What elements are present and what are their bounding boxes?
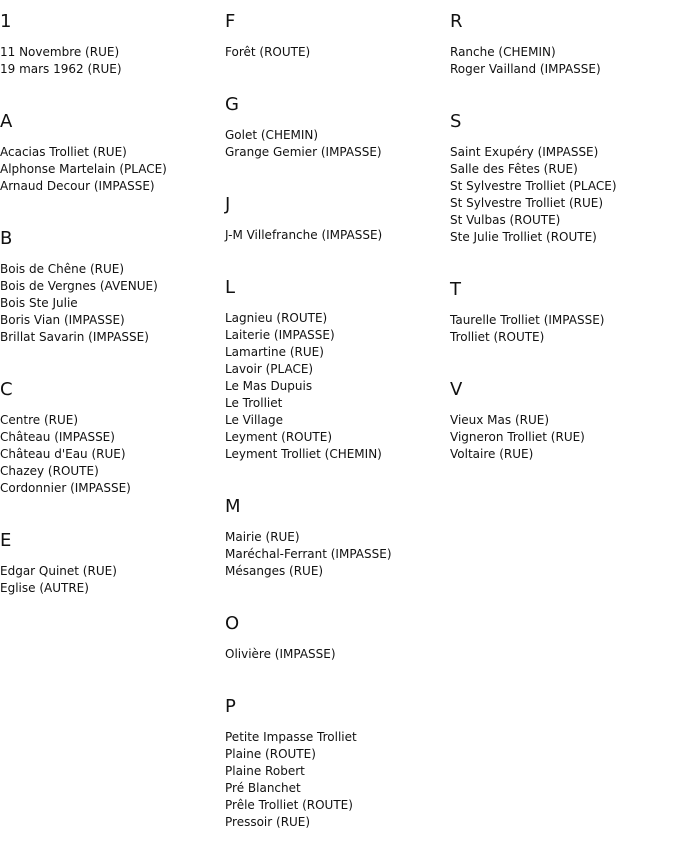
letter-heading: O: [225, 613, 240, 634]
street-item: Cordonnier (IMPASSE): [0, 481, 131, 495]
street-item: Petite Impasse Trolliet: [225, 730, 357, 744]
letter-group: [225, 95, 392, 183]
letter-group: [225, 12, 392, 83]
letter-group: [225, 497, 392, 602]
street-list: [450, 312, 617, 346]
group-spacer: [450, 78, 617, 100]
street-item: Vieux Mas (RUE): [450, 413, 550, 427]
street-item: Le Mas Dupuis: [225, 379, 313, 393]
letter-group: [0, 380, 167, 519]
street-item: Laiterie (IMPASSE): [225, 328, 335, 342]
street-item: Ste Julie Trolliet (ROUTE): [450, 230, 597, 244]
group-spacer: [225, 580, 392, 602]
street-item: 11 Novembre (RUE): [0, 45, 120, 59]
group-spacer: [450, 463, 617, 485]
street-item: Plaine (ROUTE): [225, 747, 316, 761]
street-item: Olivière (IMPASSE): [225, 647, 336, 661]
street-item: Bois de Vergnes (AVENUE): [0, 279, 158, 293]
street-list: [0, 563, 167, 597]
street-item: St Sylvestre Trolliet (PLACE): [450, 179, 617, 193]
letter-heading: T: [450, 279, 461, 300]
group-spacer: [0, 497, 167, 519]
letter-group: [450, 380, 617, 485]
group-spacer: [450, 246, 617, 268]
street-list: [225, 729, 392, 831]
street-item: Leyment (ROUTE): [225, 430, 332, 444]
letter-heading: F: [225, 11, 236, 32]
street-item: Lavoir (PLACE): [225, 362, 314, 376]
street-list: [225, 529, 392, 580]
column-3: [450, 0, 617, 485]
letter-heading: 1: [0, 11, 12, 32]
group-spacer: [225, 663, 392, 685]
group-spacer: [0, 346, 167, 368]
letter-heading: G: [225, 94, 239, 115]
street-item: Trolliet (ROUTE): [450, 330, 545, 344]
street-item: Voltaire (RUE): [450, 447, 534, 461]
street-item: Bois de Chêne (RUE): [0, 262, 125, 276]
street-item: Château (IMPASSE): [0, 430, 115, 444]
letter-heading: E: [0, 530, 12, 551]
street-item: Roger Vailland (IMPASSE): [450, 62, 601, 76]
street-item: Château d'Eau (RUE): [0, 447, 126, 461]
letter-group: [0, 12, 167, 100]
letter-group: [225, 195, 392, 266]
street-item: Mairie (RUE): [225, 530, 300, 544]
group-spacer: [0, 597, 167, 619]
street-list: [450, 412, 617, 463]
street-item: 19 mars 1962 (RUE): [0, 62, 122, 76]
letter-group: [0, 112, 167, 217]
street-list: [225, 44, 392, 61]
street-item: Leyment Trolliet (CHEMIN): [225, 447, 382, 461]
street-item: Brillat Savarin (IMPASSE): [0, 330, 149, 344]
street-item: St Vulbas (ROUTE): [450, 213, 561, 227]
street-item: J-M Villefranche (IMPASSE): [225, 228, 383, 242]
street-list: [450, 144, 617, 246]
street-item: Le Trolliet: [225, 396, 283, 410]
group-spacer: [225, 831, 392, 853]
street-list: [0, 144, 167, 195]
letter-heading: R: [450, 11, 463, 32]
street-item: Lagnieu (ROUTE): [225, 311, 328, 325]
letter-heading: J: [225, 194, 231, 215]
letter-heading: B: [0, 228, 13, 249]
street-list: [0, 412, 167, 497]
column-1: [0, 0, 167, 619]
letter-group: [225, 278, 392, 485]
group-spacer: [225, 244, 392, 266]
letter-group: [225, 697, 392, 853]
letter-heading: C: [0, 379, 13, 400]
letter-heading: A: [0, 111, 13, 132]
letter-heading: M: [225, 496, 241, 517]
street-item: Plaine Robert: [225, 764, 305, 778]
street-item: Alphonse Martelain (PLACE): [0, 162, 167, 176]
street-item: Boris Vian (IMPASSE): [0, 313, 125, 327]
letter-group: [0, 229, 167, 368]
group-spacer: [0, 195, 167, 217]
letter-group: [450, 280, 617, 368]
group-spacer: [225, 61, 392, 83]
street-list: [0, 44, 167, 78]
letter-group: [450, 12, 617, 100]
street-item: Maréchal-Ferrant (IMPASSE): [225, 547, 392, 561]
street-item: Taurelle Trolliet (IMPASSE): [450, 313, 605, 327]
street-item: Grange Gemier (IMPASSE): [225, 145, 382, 159]
street-item: Vigneron Trolliet (RUE): [450, 430, 585, 444]
column-2: [225, 0, 392, 853]
street-item: St Sylvestre Trolliet (RUE): [450, 196, 604, 210]
letter-group: [450, 112, 617, 268]
letter-heading: P: [225, 696, 236, 717]
street-list: [225, 646, 392, 663]
street-item: Mésanges (RUE): [225, 564, 324, 578]
group-spacer: [450, 346, 617, 368]
letter-group: [0, 531, 167, 619]
street-item: Chazey (ROUTE): [0, 464, 99, 478]
street-item: Edgar Quinet (RUE): [0, 564, 117, 578]
street-item: Acacias Trolliet (RUE): [0, 145, 127, 159]
street-item: Saint Exupéry (IMPASSE): [450, 145, 599, 159]
group-spacer: [225, 161, 392, 183]
street-item: Forêt (ROUTE): [225, 45, 311, 59]
street-item: Pré Blanchet: [225, 781, 301, 795]
street-list: [225, 227, 392, 244]
group-spacer: [0, 78, 167, 100]
letter-group: [225, 614, 392, 685]
street-item: Ranche (CHEMIN): [450, 45, 556, 59]
street-item: Lamartine (RUE): [225, 345, 324, 359]
letter-heading: L: [225, 277, 236, 298]
street-item: Eglise (AUTRE): [0, 581, 89, 595]
street-list: [225, 127, 392, 161]
letter-heading: V: [450, 379, 463, 400]
street-item: Bois Ste Julie: [0, 296, 78, 310]
street-list: [0, 261, 167, 346]
street-item: Golet (CHEMIN): [225, 128, 319, 142]
street-item: Centre (RUE): [0, 413, 79, 427]
group-spacer: [225, 463, 392, 485]
letter-heading: S: [450, 111, 462, 132]
street-item: Arnaud Decour (IMPASSE): [0, 179, 155, 193]
street-item: Prêle Trolliet (ROUTE): [225, 798, 353, 812]
street-item: Salle des Fêtes (RUE): [450, 162, 578, 176]
street-list: [450, 44, 617, 78]
street-item: Le Village: [225, 413, 283, 427]
street-list: [225, 310, 392, 463]
street-item: Pressoir (RUE): [225, 815, 311, 829]
